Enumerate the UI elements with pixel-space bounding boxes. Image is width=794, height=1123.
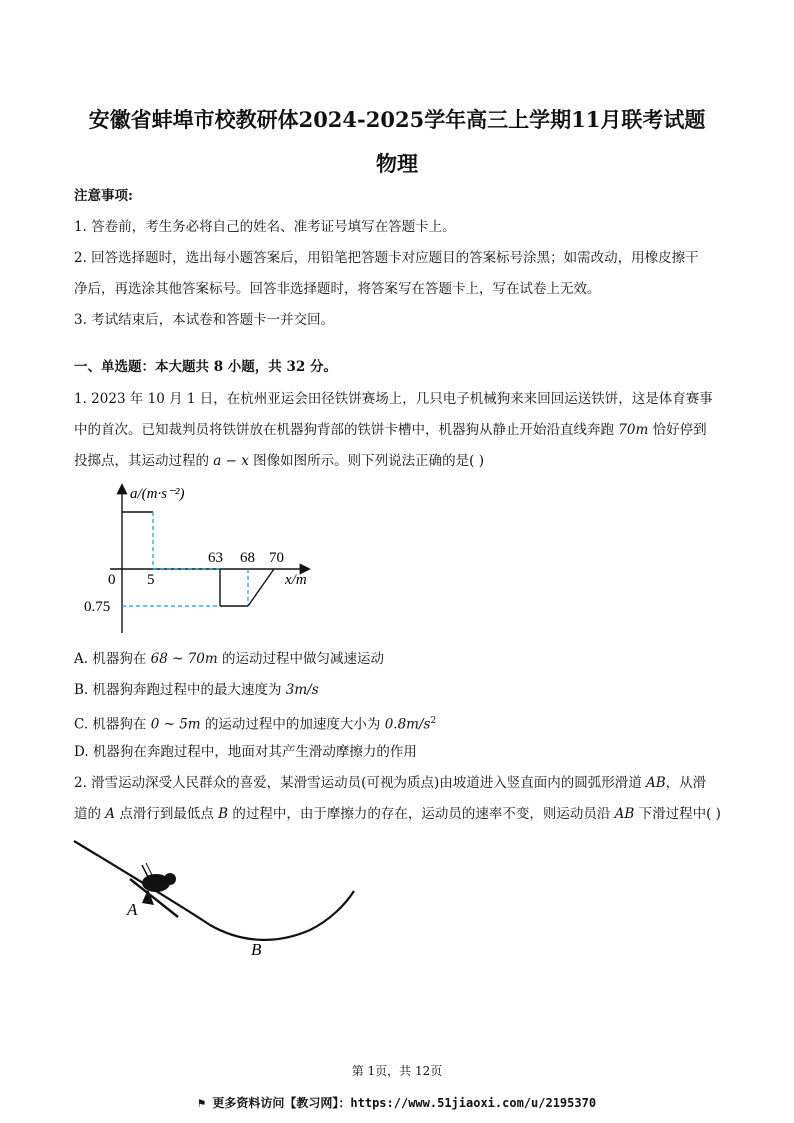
q1-option-b: B. 机器狗奔跑过程中的最大速度为 3m/s — [74, 682, 319, 698]
notice-item-3: 3. 考试结束后，本试卷和答题卡一并交回。 — [74, 312, 335, 328]
q1-line-2: 中的首次。已知裁判员将铁饼放在机器狗背部的铁饼卡槽中，机器狗从静止开始沿直线奔跑 70m 恰好停到 — [74, 422, 707, 438]
document-title: 安徽省蚌埠市校教研体2024-2025学年高三上学期11月联考试题 — [88, 107, 706, 132]
tick-neg-075: 0.75 — [84, 599, 111, 615]
arc-track — [74, 841, 354, 940]
section-heading: 一、单选题：本大题共 8 小题，共 32 分。 — [74, 359, 337, 375]
q1-line-3: 投掷点，其运动过程的 a − x 图像如图所示。则下列说法正确的是( ) — [74, 453, 484, 469]
notice-item-2-cont: 净后，再选涂其他答案标号。回答非选择题时，将答案写在答题卡上，写在试卷上无效。 — [74, 281, 601, 297]
subject-title: 物理 — [376, 151, 418, 176]
q2-ski-figure — [70, 835, 370, 965]
x-axis-label: x/m — [285, 572, 307, 588]
point-a-label: A — [127, 900, 138, 919]
q1-line-1: 1. 2023 年 10 月 1 日，在杭州亚运会田径铁饼赛场上，几只电子机械狗来来回回运送铁饼，这是体育赛事 — [74, 391, 713, 407]
tick-68: 68 — [240, 550, 255, 566]
q1-option-c: C. 机器狗在 0 ~ 5m 的运动过程中的加速度大小为 $0.8m/s^2$ — [74, 716, 437, 733]
promo-link[interactable]: ⚑ 更多资料访问【教习网】：https://www.51jiaoxi.com/u/2195370 — [197, 1096, 597, 1110]
segment-68-70 — [248, 569, 274, 606]
flag-icon: ⚑ — [197, 1096, 213, 1110]
tick-63: 63 — [208, 550, 223, 566]
tick-70: 70 — [269, 550, 284, 566]
point-b-label: B — [251, 940, 262, 959]
page-number: 第 1页，共 12页 — [351, 1064, 443, 1078]
notice-item-2: 2. 回答选择题时，选出每小题答案后，用铅笔把答题卡对应题目的答案标号涂黑；如需改动，用橡皮擦干 — [74, 250, 699, 266]
y-axis-label: a/(m·s⁻²) — [130, 486, 185, 502]
origin-label: 0 — [108, 572, 116, 588]
q2-line-1: 2. 滑雪运动深受人民群众的喜爱，某滑雪运动员(可视为质点)由坡道进入竖直面内的圆弧形滑道 AB，从滑 — [74, 775, 707, 791]
notice-item-1: 1. 答卷前，考生务必将自己的姓名、准考证号填写在答题卡上。 — [74, 219, 456, 235]
q2-line-2: 道的 A 点滑行到最低点 B 的过程中，由于摩擦力的存在，运动员的速率不变，则运动员沿 AB 下滑过程中( ) — [74, 806, 721, 822]
q1-a-x-graph — [80, 478, 340, 638]
q1-option-d: D. 机器狗在奔跑过程中，地面对其产生滑动摩擦力的作用 — [74, 744, 417, 760]
notice-heading: 注意事项: — [74, 188, 133, 204]
q1-option-a: A. 机器狗在 68 ~ 70m 的运动过程中做匀减速运动 — [74, 651, 384, 667]
tick-5: 5 — [147, 572, 155, 588]
